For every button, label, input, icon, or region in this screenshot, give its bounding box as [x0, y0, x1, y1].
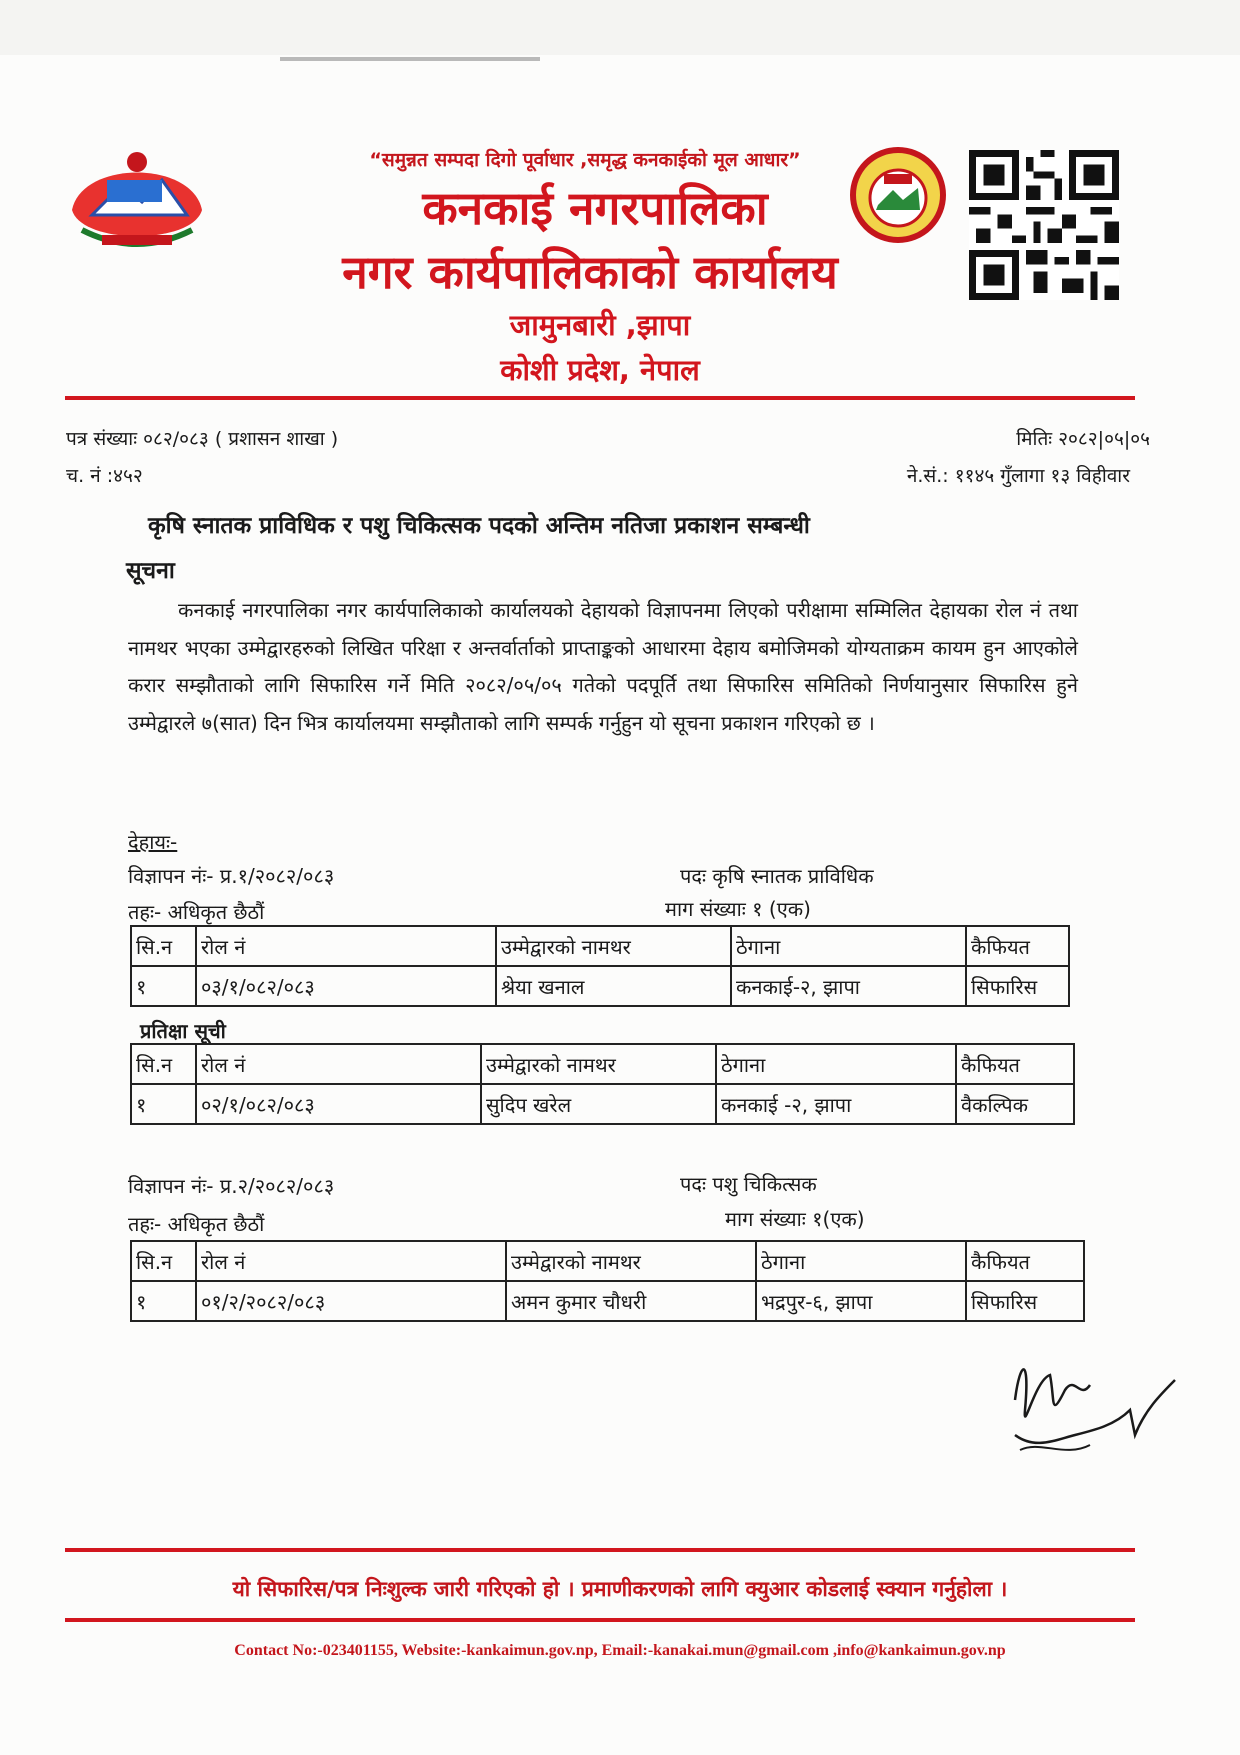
col-name: उम्मेद्वारको नामथर	[481, 1044, 716, 1084]
cell-roll: ०१/२/२०८२/०८३	[196, 1281, 506, 1321]
col-sn: सि.न	[131, 1241, 196, 1281]
municipality-seal-icon	[848, 140, 948, 250]
office-name: नगर कार्यपालिकाको कार्यालय	[342, 245, 838, 299]
ad2-level: तहः- अधिकृत छैठौं	[128, 1212, 265, 1236]
address-line-2: कोशी प्रदेश, नेपाल	[500, 353, 700, 387]
qr-code-icon	[965, 150, 1123, 300]
cell-name: सुदिप खरेल	[481, 1084, 716, 1124]
col-roll: रोल नं	[196, 926, 496, 966]
ad2-demand: माग संख्याः १(एक)	[725, 1207, 865, 1231]
waitlist-title: प्रतिक्षा सूची	[140, 1019, 226, 1043]
notice-body: कनकाई नगरपालिका नगर कार्यपालिकाको कार्यालयको देहायको विज्ञापनमा लिएको परीक्षामा सम्मिलित देहायका रोल नं तथा नामथर भएका उम्मेद्वारहरुको लिखित परिक्षा र अन्तर्वार्ताको प्राप्ताङ्कको आधारमा देहाय बमोजिमको योग्यताक्रम कायम हुन आएकोले करार सम्झौताको लागि सिफारिस गर्ने मिति २०८२/०५/०५ गतेको पदपूर्ति तथा सिफारिस समितिको निर्णयानुसार सिफारिस हुने उम्मेद्वारले ७(सात) दिन भित्र कार्यालयमा सम्झौताको लागि सम्पर्क गर्नुहुन यो सूचना प्रकाशन गरिएको छ ।	[128, 598, 1078, 735]
cell-sn: १	[131, 966, 196, 1006]
cell-remarks: वैकल्पिक	[956, 1084, 1074, 1124]
cell-address: कनकाई-२, झापा	[731, 966, 966, 1006]
cell-remarks: सिफारिस	[966, 1281, 1084, 1321]
signature	[995, 1340, 1195, 1470]
ad1-demand: माग संख्याः १ (एक)	[665, 897, 811, 921]
cell-address: कनकाई -२, झापा	[716, 1084, 956, 1124]
nepal-emblem-icon	[62, 140, 212, 260]
footer-divider-top	[65, 1548, 1135, 1552]
col-name: उम्मेद्वारको नामथर	[496, 926, 731, 966]
waitlist-table	[130, 1043, 1075, 1125]
details-label: देहायः-	[128, 830, 178, 854]
col-address: ठेगाना	[731, 926, 966, 966]
municipality-name: कनकाई नगरपालिका	[422, 181, 768, 235]
letter-number: पत्र संख्याः ०८२/०८३ ( प्रशासन शाखा )	[66, 428, 339, 450]
col-name: उम्मेद्वारको नामथर	[506, 1241, 756, 1281]
cell-remarks: सिफारिस	[966, 966, 1069, 1006]
nepal-sambat-date: ने.सं.: ११४५ गुँलागा १३ विहीवार	[906, 465, 1130, 487]
col-sn: सि.न	[131, 1044, 196, 1084]
table-header-row	[131, 926, 1069, 966]
letter-date: मितिः २०८२|०५|०५	[1016, 428, 1150, 450]
ad2-result-table	[130, 1240, 1085, 1322]
col-roll: रोल नं	[196, 1044, 481, 1084]
address-line-1: जामुनबारी ,झापा	[509, 308, 691, 342]
col-roll: रोल नं	[196, 1241, 506, 1281]
header-divider	[65, 396, 1135, 400]
ad2-number: विज्ञापन नंः- प्र.२/२०८२/०८३	[128, 1174, 335, 1198]
cell-roll: ०३/१/०८२/०८३	[196, 966, 496, 1006]
ad2-post: पदः पशु चिकित्सक	[680, 1172, 817, 1196]
cell-address: भद्रपुर-६, झापा	[756, 1281, 966, 1321]
col-remarks: कैफियत	[956, 1044, 1074, 1084]
cell-name: श्रेया खनाल	[496, 966, 731, 1006]
table-header-row	[131, 1241, 1084, 1281]
contact-info: Contact No:-023401155, Website:-kankaimun.gov.np, Email:-kanakai.mun@gmail.com ,info@kankaimun.gov.np	[234, 1642, 1006, 1659]
table-header-row	[131, 1044, 1074, 1084]
table-row	[131, 966, 1069, 1006]
ad1-level: तहः- अधिकृत छैठौं	[128, 900, 265, 924]
table-row	[131, 1281, 1084, 1321]
notice-heading: सूचना	[126, 558, 175, 584]
ad1-number: विज्ञापन नंः- प्र.१/२०८२/०८३	[128, 864, 335, 888]
cell-sn: १	[131, 1084, 196, 1124]
footer-note: यो सिफारिस/पत्र निःशुल्क जारी गरिएको हो । प्रमाणीकरणको लागि क्युआर कोडलाई स्क्यान गर्नुहोला ।	[232, 1577, 1008, 1601]
paper-edge	[280, 57, 540, 61]
cell-name: अमन कुमार चौधरी	[506, 1281, 756, 1321]
cell-roll: ०२/१/०८२/०८३	[196, 1084, 481, 1124]
col-address: ठेगाना	[756, 1241, 966, 1281]
col-address: ठेगाना	[716, 1044, 956, 1084]
dispatch-number: च. नं :४५२	[66, 465, 143, 487]
slogan: “समुन्नत सम्पदा दिगो पूर्वाधार ,समृद्ध कनकाईको मूल आधार”	[369, 149, 801, 171]
table-row	[131, 1084, 1074, 1124]
footer-divider-bottom	[65, 1618, 1135, 1622]
ad1-post: पदः कृषि स्नातक प्राविधिक	[680, 864, 874, 888]
col-remarks: कैफियत	[966, 926, 1069, 966]
col-sn: सि.न	[131, 926, 196, 966]
notice-title: कृषि स्नातक प्राविधिक र पशु चिकित्सक पदको अन्तिम नतिजा प्रकाशन सम्बन्धी	[148, 513, 810, 539]
ad1-result-table	[130, 925, 1070, 1007]
col-remarks: कैफियत	[966, 1241, 1084, 1281]
cell-sn: १	[131, 1281, 196, 1321]
